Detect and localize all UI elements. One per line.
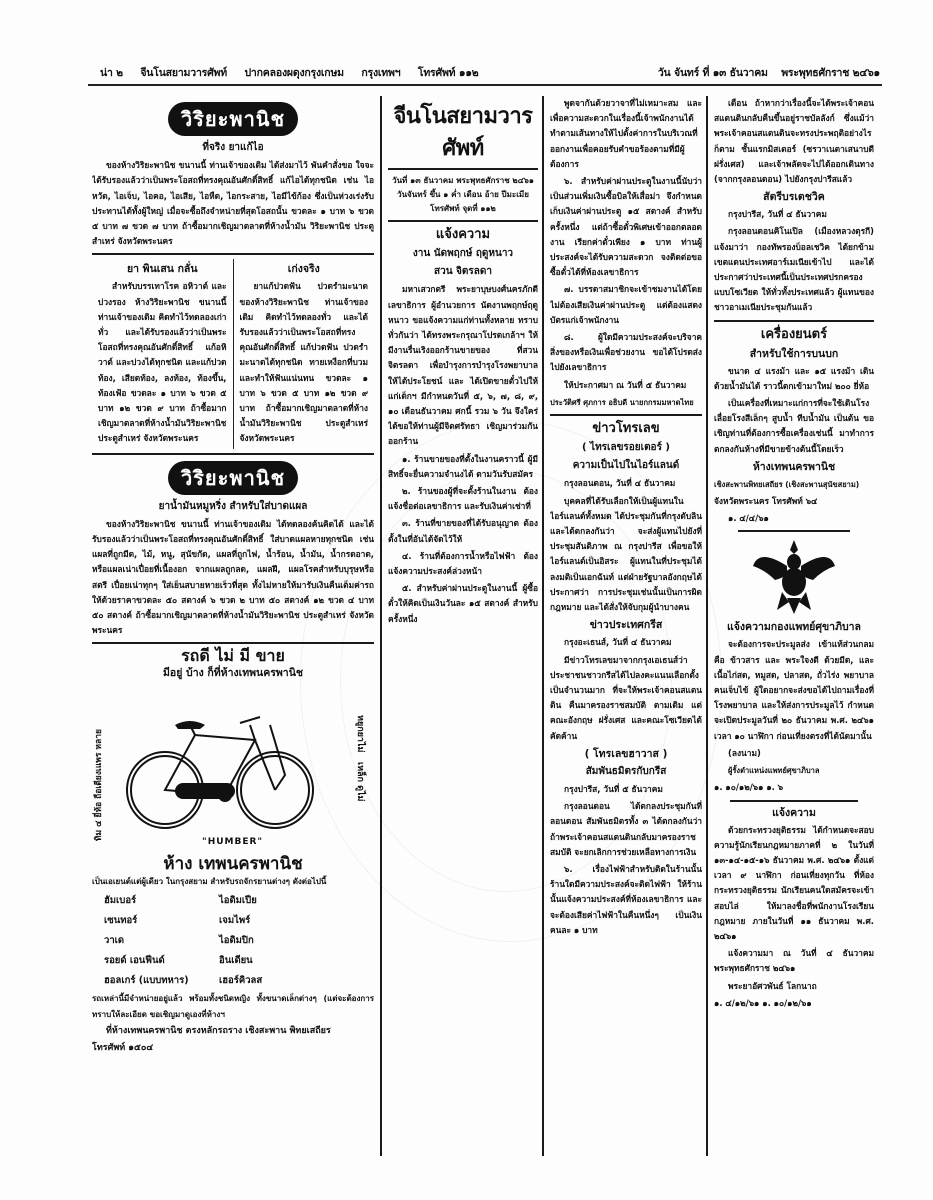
issue-date: วัน จันทร์ ที่ ๑๓ ธันวาคม <box>657 67 768 79</box>
ad-body: ยาแก้ปวดฟัน ปวดรำมะนาด ของห้างวิริยะพานิช ท่านเจ้าของเดิม คิดทำไว้ทดลองทั่ว และได้รับรองแล้วว่าเป็นพระโอสถที่ทรงคุณอันศักดิ์สิทธิ์ แก้ปวดฟัน ปวดรำมะนาดได้ทุกชนิด ทายเหงือกที่บวม และทำให้ฟันแน่นทน ขวดละ ๑ บาท ๖ ขวด ๕ บาท ๑๒ ขวด ๙ บาท ถ้าซื้อมากเชิญมาตลาดที่ห้างน้ำมันวิริยะพานิช ประตูสำเหร่ จังหวัดพระนคร <box>239 281 368 444</box>
ad-shop-phone: จังหวัดพระนคร โทรศัพท์ ๖๔ <box>714 496 818 507</box>
news-source: ( ไทรเลขรอยเตอร์ ) <box>581 442 670 454</box>
section-rule <box>92 453 374 455</box>
column-news <box>550 96 702 1176</box>
brand-item: เซนทอร์ <box>104 915 138 927</box>
masthead-date: วันที่ ๑๓ ธันวาคม พระพุทธศักราช ๒๔๖๑ <box>392 176 534 185</box>
ad-title: ยา พินเสน กลั่น <box>126 263 198 276</box>
column-rule <box>706 96 708 1156</box>
ad-shop: ห้างเทพนครพานิช <box>752 460 836 473</box>
brand-item: ไอดิมเปีย <box>219 895 257 907</box>
notice-paragraph: ๑. ร้านขายของที่ตั้งในงานคราวนี้ ผู้มีสิทธิ์จะยื่นความจำนงได้ ตามวันรับสมัคร <box>388 453 538 479</box>
publisher-address: ปากคลองผดุงกรุงเกษม <box>244 67 344 79</box>
column-notices <box>714 96 874 1176</box>
news-dateline: กรุงอะเธนส์, วันที่ ๔ ธันวาคม <box>564 637 672 648</box>
section-rule <box>92 642 374 644</box>
notice-signature: (ลงนาม) <box>728 747 761 758</box>
running-head <box>100 64 880 80</box>
ad-wiriya-cough <box>92 102 374 249</box>
ad-subtitle: ที่จริง ยาแก้ไอ <box>202 142 264 153</box>
ad-headline: รถดี ไม่ มี ขาย <box>181 646 285 666</box>
paper-name: จีนโนสยามวารศัพท์ <box>140 67 227 79</box>
brand-list <box>92 891 374 991</box>
phone: โทรศัพท์ ๑๑๒ <box>417 67 479 79</box>
notice-paragraph: ๔. ร้านที่ต้องการน้ำหรือไฟฟ้า ต้องแจ้งความประสงค์ล่วงหน้า <box>388 550 538 577</box>
notice-signature: ประวัติศรี ศุภการ อธิบดี นายกกรมมหาดไทย <box>550 397 694 407</box>
masthead: จีนโนสยามวารศัพท์ <box>393 103 533 161</box>
notice-date: แจ้งความมา ณ วันที่ ๔ ธันวาคม พระพุทธศักราช ๒๔๖๑ <box>714 948 874 974</box>
notice-subtitle: สวน จิตรลดา <box>434 266 492 278</box>
news-paragraph: มีข่าวโทรเลขมาจากกรุงเอเธนส์ว่า ประชาชนชาวกรีสได้ไปลงคะแนนเลือกตั้งเป็นจำนวนมาก ที่จะให้พระเจ้าคอนสแตนติน คืนมาครองราชสมบัติ ตามเดิม แต่คณะอังกฤษ ฝรั่งเศส และคณะโซเวียตได้คัดค้าน <box>550 654 702 741</box>
ad-address: ที่ห้างเทพนครพานิช ตรงหลักรถราง เชิงสะพาน พิทยเสถียร <box>106 1025 331 1036</box>
brand-item: อินเดียน <box>219 955 253 967</box>
news-headline: สัมพันธมิตรกับกรีส <box>585 765 667 777</box>
notice-paragraph: ๒. ร้านของผู้ที่จะตั้งร้านในงาน ต้องแจ้งชื่อต่อเลขาธิการ และรับเงินค่าเช่าที่ <box>388 486 538 512</box>
news-continued: เดือน ถ้าหากว่าเรื่องนี้จะได้พระเจ้าคอนสแตนตินกลับคืนขึ้นอยู่ราชบัลลังก์ ซึ่งแม้ว่า พระเจ้าคอนสแตนตินจะทรงประพฤติอย่างไรก็ตาม ชั้นแรกมิสเตอร์ (ซรวาเนตาเสนาบดีฝรั่งเศส) และเจ้าพลัดจะไปได้ออกเดินทาง (จากกรุงลอนดอน) ไปยังกรุงปารีสแล้ว <box>714 98 874 185</box>
news-dateline: กรุงลอนดอน, วันที่ ๔ ธันวาคม <box>564 478 676 489</box>
news-dateline: กรุงปารีส, วันที่ ๕ ธันวาคม <box>564 783 663 794</box>
ad-phone: โทรศัพท์ ๑๕๐๔ <box>92 1042 154 1053</box>
masthead-lunar-date: วันจันทร์ ขึ้น ๑ ค่ำ เดือน อ้าย ปีมะเมีย <box>397 190 529 199</box>
brand-item: เฮอร์คิวลส <box>219 975 263 987</box>
shop-name: ห้าง เทพนครพานิช <box>163 853 303 874</box>
masthead-rule <box>388 220 538 222</box>
notice-signature: ผู้รั้งตำแหน่งแพทย์ศุขาภิบาล <box>728 766 820 776</box>
ad-wiriya-ointment <box>92 461 374 639</box>
news-paragraph: กรุงลอนดอน ได้ตกลงประชุมกันที่ลอนดอน สัมพันธมิตรทั้ง ๓ ได้ตกลงกันว่า ถ้าพระเจ้าคอนสแตนตินกลับมาครองราชสมบัติ จะยกเลิกการช่วยเหลือทางการเงิน <box>550 801 702 857</box>
vertical-caption-left: ทิม ๔ ยี่ห้อ ถือเตียงเแพร หลาย <box>94 728 104 841</box>
notice-continued: ๗. บรรดาสมาชิกจะเข้าชมงานได้โดยไม่ต้องเสียเงินค่าผ่านประตู แต่ต้องแสดงบัตรแก่เจ้าพนักงาน <box>550 284 702 325</box>
city: กรุงเทพฯ <box>361 67 401 79</box>
column-advertisements <box>92 96 374 1176</box>
ad-body: ของห้างวิริยะพานิช ขนานนี้ ท่านเจ้าของเดิม ได้ส่งมาไว้ พันคำสั่งขอ ใจจะได้รับรองแล้วว่าเป็นพระโอสถที่ทรงคุณอันศักดิ์สิทธิ์ แก้ไอได้ทุกชนิด เช่น ไอหวัด, ไอเจ็บ, ไอคอ, ไอเสีย, ไอหืด, ไอกระสาย, ไอมีไข้ก้อง ซึ่งเป็นห่วงเร่งรับประทานได้ทั้งผู้ใหญ่ เมื่อจะซื้อถึงจำหน่ายที่สุดโอสถนั้น ขวดละ ๑ บาท ๖ ขวด ๕ บาท ๗ ขวด ๗ บาท ถ้าซื้อมากเชิญมาตลาดที่ห้างน้ำมัน วิริยะพานิช ประตูสำเหร่ จังหวัดพระนคร <box>92 160 374 247</box>
bicycle-illustration <box>92 685 374 855</box>
ad-title: เก่งจริง <box>287 263 320 276</box>
news-source: ( โทรเลขฮาวาส ) <box>584 747 668 760</box>
news-title: ข่าวประเทศกรีส <box>589 619 663 632</box>
brand-item: ฮอลเกร์ (แบบทหาร) <box>104 975 189 987</box>
news-paragraph: บุคคลที่ได้รับเลือกให้เป็นผู้แทนในไอร์แลนด์ทั้งหมด ได้ประชุมกันที่กรุงดับลิน และได้ตกลงกันว่า จะส่งผู้แทนไปยังที่ประชุมสันติภาพ ณ กรุงปารีส เพื่อขอให้ไอร์แลนด์เป็นอิสระ ผู้แทนในที่ประชุมได้ลงมติเป็นเอกฉันท์ แต่ฝ่ายรัฐบาลอังกฤษได้ประกาศว่า การประชุมเช่นนั้นเป็นการผิดกฎหมาย และได้สั่งให้จับกุมผู้นำบางคน <box>550 495 702 613</box>
ad-body: ขนาด ๔ แรงม้า และ ๑๕ แรงม้า เดินด้วยน้ำมันได้ ราวนี้ตกเข้ามาใหม่ ๒๐๐ ยี่ห้อ <box>714 365 874 391</box>
notice-paragraph: ด้วยกระทรวงยุติธรรม ได้กำหนดจะสอบความรู้นักเรียนกฎหมายภาคที่ ๒ ในวันที่ ๑๓-๑๔-๑๕-๑๖ ธันวาคม พ.ศ. ๒๔๖๑ ตั้งแต่เวลา ๙ นาฬิกา ก่อนเที่ยงทุกวัน ที่ห้องกระทรวงยุติธรรม นักเรียนคนใดสมัครจะเข้าสอบไล่ ให้มาลงชื่อที่พนักงานโรงเรียนกฎหมาย ภายในวันที่ ๑๑ ธันวาคม พ.ศ. ๒๔๖๑ <box>714 824 874 941</box>
bicycle-icon <box>120 695 320 835</box>
notice-code: ๑. ๑๐/๑๒/๖๑ ๑. ๖ <box>714 782 784 793</box>
notice-continued: ๘. ผู้ใดมีความประสงค์จะบริจาคสิ่งของหรือเงินเพื่อช่วยงาน ขอได้โปรดส่งไปยังเลขาธิการ <box>550 332 702 373</box>
notice-signature: พระยาอัศวพันธ์ โลกนาถ <box>728 980 817 991</box>
page-number: น่า ๒ <box>100 67 123 79</box>
ad-body: ของห้างวิริยะพานิช ขนานนี้ ท่านเจ้าของเดิม ได้ทดลองค้นคิดได้ และได้รับรองแล้วว่าเป็นพระโอสถที่ทรงคุณอันศักดิ์สิทธิ์ ใส่บาดแผลหายทุกชนิด เช่น แผลที่ถูกมีด, ไม้, หนู, สุนัขกัด, แผลที่ถูกไฟ, น้ำร้อน, น้ำมัน, น้ำกรดอาด, หรือแผลเน่าเปื่อยที่เนื้องอก จากแผลถูกลด, แผลฝี, แผลโรคสำหรับบุรุษหรือสตรี เปื่อยเน่าทุกๆ ใส่เย็นสบายหายเร็วที่สุด ทั้งไม่หายให้มารับเงินคืนเต็มค่ารถ ให้ด้วยราคาขวดละ ๕๐ สตางค์ ๖ ขวด ๒ บาท ๕๐ สตางค์ ๑๒ ขวด ๔ บาท ๕๐ สตางค์ ถ้าซื้อมากเชิญมาตลาดที่ห้างน้ำมันวิริยะพานิช ประตูสำเหร่ จังหวัดพระนคร <box>92 518 374 636</box>
brand-item: ฮัมเบอร์ <box>104 895 137 907</box>
section-rule <box>550 414 702 416</box>
ad-code: ๑. ๔/๔/๖๑ <box>728 513 769 524</box>
notice-paragraph: ๕. สำหรับค่าผ่านประตูในงานนี้ ผู้ซื้อตั๋วให้คิดเป็นเงินวันละ ๑๕ สตางค์ สำหรับครั้งหนึ่ง <box>388 583 538 624</box>
brand-item: วาเด <box>104 935 125 947</box>
section-rule <box>730 800 858 802</box>
column-rule <box>380 96 382 1156</box>
notice-title: แจ้งความกองแพทย์ศุขาภิบาล <box>727 621 861 634</box>
news-paragraph: กรุงลอนดอนคิโนเปิล (เมืองหลวงตุรกี) แจ้งมาว่า กองทัพรองบ็อลเชวิค ได้ยกข้ามเขตแดนประเทศอาร์เมเนียเข้าไป และได้ประกาศว่าประเทศนี้เป็นประเทศปรกครองแบบโซเวียต ให้ทั่วทั้งประเทศแล้ว ผู้แทนของชาวอาเมเนียประชุมกันแล้ว <box>714 226 874 313</box>
header-rule <box>88 84 882 86</box>
vertical-caption-right <box>354 715 366 802</box>
ad-pair <box>92 259 374 448</box>
news-paragraph: ๖. เรื่องไฟฟ้าสำหรับติดในร้านนั้น ร้านใดมีความประสงค์จะติดไฟฟ้า ให้ร้านนั้นแจ้งความประสงค์ที่ห้องเลขาธิการ และจะต้องเสียค่าไฟฟ้าในคืนหนึ่งๆ เป็นเงินคนละ ๑ บาท <box>550 863 702 935</box>
ad-toothache <box>233 259 375 448</box>
brand-item: ไอดิมปิก <box>219 935 254 947</box>
news-title: ข่าวโทรเลข <box>592 421 660 437</box>
notice-continued: ๖. สำหรับค่าผ่านประตูในงานนี้นับว่าเป็นส่วนเพิ่มเงินซื้อบิลให้เสื่อม่า จึงกำหนดเก็บเงินค่าผ่านประตู ๑๕ สตางค์ สำหรับครั้งหนึ่ง แต่ถ้าซื้อตั๋วพิเศษเข้าออกตลอดงาน เรียกค่าตั๋วเพียง ๑ บาท ท่านผู้ประสงค์จะได้รับความสะดวก จงติดต่อขอซื้อตั๋วได้ที่ห้องเลขาธิการ <box>550 176 702 278</box>
ad-shop-address: เชิงสะพานพิทยเสถียร (เชิงสะพานสุนัขสยาม) <box>714 479 860 489</box>
ad-banner: วิริยะพานิช <box>168 461 298 495</box>
news-dateline: กรุงปารีส, วันที่ ๔ ธันวาคม <box>728 209 827 220</box>
column-editorial <box>388 96 538 1176</box>
section-rule <box>92 253 374 255</box>
notice-title: แจ้งความ <box>435 227 491 242</box>
ad-footer: รถเหล่านี้มีจำหน่ายอยู่แล้ว พร้อมทั้งชนิดหญิง ทั้งขนาดเล็กต่างๆ (แต่จะต้องการทราบให้ละเอียด ขอเชิญมาดูเองที่ห้างฯ <box>92 994 374 1019</box>
masthead-rule <box>388 168 538 170</box>
ad-subtitle: สำหรับใช้การบนบก <box>749 347 839 360</box>
notice-subtitle: งาน นัดพฤกษ์ ฤดูหนาว <box>412 248 514 259</box>
column-rule <box>542 96 544 1156</box>
notice-paragraph: ๓. ร้านที่ขายของที่ได้รับอนุญาต ต้องตั้งในที่อันได้จัดไว้ให้ <box>388 518 538 544</box>
ad-intro: เป็นเอเยนต์แต่ผู้เดียว ในกรุงสยาม สำหรับรถจักรยานต่างๆ ดังต่อไปนี้ <box>92 877 327 887</box>
news-title: สัตรีบรเตชวิค <box>763 191 825 204</box>
garuda-emblem-icon <box>749 536 839 616</box>
ad-body: เป็นเครื่องที่เหมาะแก่การที่จะใช้เดินโรงเลื่อยโรงสีเล็กๆ สูบน้ำ ทีบน้ำมัน เป็นต้น ขอเชิญท่านที่ต้องการซื้อเครื่องเช่นนี้ มาทำการตกลงกันห้างที่มีขายข้างต้นนี้โดยเร็ว <box>714 398 874 454</box>
ad-subtitle: ยาน้ำมันหมูหริ่ง สำหรับใส่บาดแผล <box>158 500 308 512</box>
bike-brand-label: "HUMBER" <box>202 836 264 847</box>
vertical-caption: เหล็ก ดูไม่ <box>355 762 365 802</box>
notice-paragraph: จะต้องการจะประมูลส่ง เข้าแท้ส่วนกลม คือ ข้าวสาร และ พระใจงดี ด้วยมีด, และเนื้อไก่สด, หมูสด, ปลาสด, ถั่วไร่ง พยาบาลคนเจ็บไข้ ผู้ใดอยากจะส่งขอได้ไปถามเรื่องที่โรงพยาบาล และให้ส่งการประมูลไว้ กำหนดจะเปิดประมูลวันที่ ๒๐ ธันวาคม พ.ศ. ๒๔๖๑ เวลา ๑๐ นาฬิกา ก่อนเที่ยงตรงที่ได้นัดมานั้น <box>714 639 874 741</box>
notice-code: ๑. ๔/๑๒/๖๑ ๑. ๑๐/๑๒/๖๑ <box>714 997 812 1008</box>
ad-title: เครื่องยนตร์ <box>760 326 828 342</box>
section-rule <box>738 530 850 532</box>
ad-banner: วิริยะพานิช <box>168 102 298 136</box>
brand-item: เจมไพร์ <box>219 915 251 927</box>
masthead-phone: โทรศัพท์ จุดที่ ๑๑๒ <box>430 204 496 213</box>
ad-bicycle <box>92 648 374 1056</box>
news-headline: ความเป็นไปในไอร์แลนด์ <box>572 460 680 472</box>
ad-body: สำหรับบรรเทาโรค อหิวาต์ และบ่วงรอง ห้างวิริยะพานิช ขนานนี้ ท่านเจ้าของเดิม คิดทำไว้ทดลองเก่าทั่ว และได้รับรองแล้วว่าเป็นพระโอสถที่ทรงคุณอันศักดิ์สิทธิ์ แก้อหิวาต์ และบ่วงได้ทุกชนิด และแก้ปวดท้อง, เสียดท้อง, ลงท้อง, ท้องขึ้น, ท้องเฟ้อ ขวดละ ๑ บาท ๖ ขวด ๕ บาท ๑๒ ขวด ๙ บาท ถ้าซื้อมากเชิญมาตลาดที่ห้างน้ำมันวิริยะพานิช ประตูสำเหร่ จังหวัดพระนคร <box>98 281 227 444</box>
brand-item: รอยด์ เอนฟีนด์ <box>104 955 165 967</box>
ad-pinsen <box>92 259 233 448</box>
ad-subhead: มีอยู่ บ้าง ก็ที่ห้างเทพนครพานิช <box>163 666 303 679</box>
notice-date: ให้ประกาศมา ณ วันที่ ๕ ธันวาคม <box>564 379 687 390</box>
notice-continued: พูดจากันด้วยวาจาที่ไม่เหมาะสม และเพื่อความสะดวกในเรื่องนี้เจ้าพนักงานได้ทำตามเส้นทางให้ไปตั้งค่าการในบริเวณที่ออกงานเพื่อคอยรับคำขอร้องตามที่มีผู้ต้องการ <box>550 98 702 169</box>
notice-paragraph: มหาเสวกตรี พระยาบุษบงศ์นครภักดี เลขาธิการ ผู้อำนวยการ นัดงานพฤกษ์ฤดูหนาว ขอแจ้งความแก่ท่านทั้งหลาย ทราบทั่วกันว่า ได้ทรงพระกรุณาโปรดเกล้าฯ ให้มีงานรื่นเริงออกร้านขายของ ที่สวนจิตรลดา เพื่อบำรุงการบำรุงโรงพยาบาลให้ได้ประโยชน์ และ ได้เปิดขายตั๋วไปให้แก่เด็กฯ มีกำหนดวันที่ ๕, ๖, ๗, ๘, ๙, ๑๐ เดือนธันวาคม ศกนี้ รวม ๖ วัน จึงใคร่ได้ขอให้ท่านผู้มีจิตศรัทธา เชิญมาร่วมกันออกร้าน <box>388 284 538 447</box>
issue-year: พระพุทธศักราช ๒๔๖๑ <box>781 67 880 79</box>
notice-title: แจ้งความ <box>772 806 816 819</box>
section-rule <box>714 320 874 322</box>
vertical-caption: หยูกยาไม่ <box>355 714 365 753</box>
